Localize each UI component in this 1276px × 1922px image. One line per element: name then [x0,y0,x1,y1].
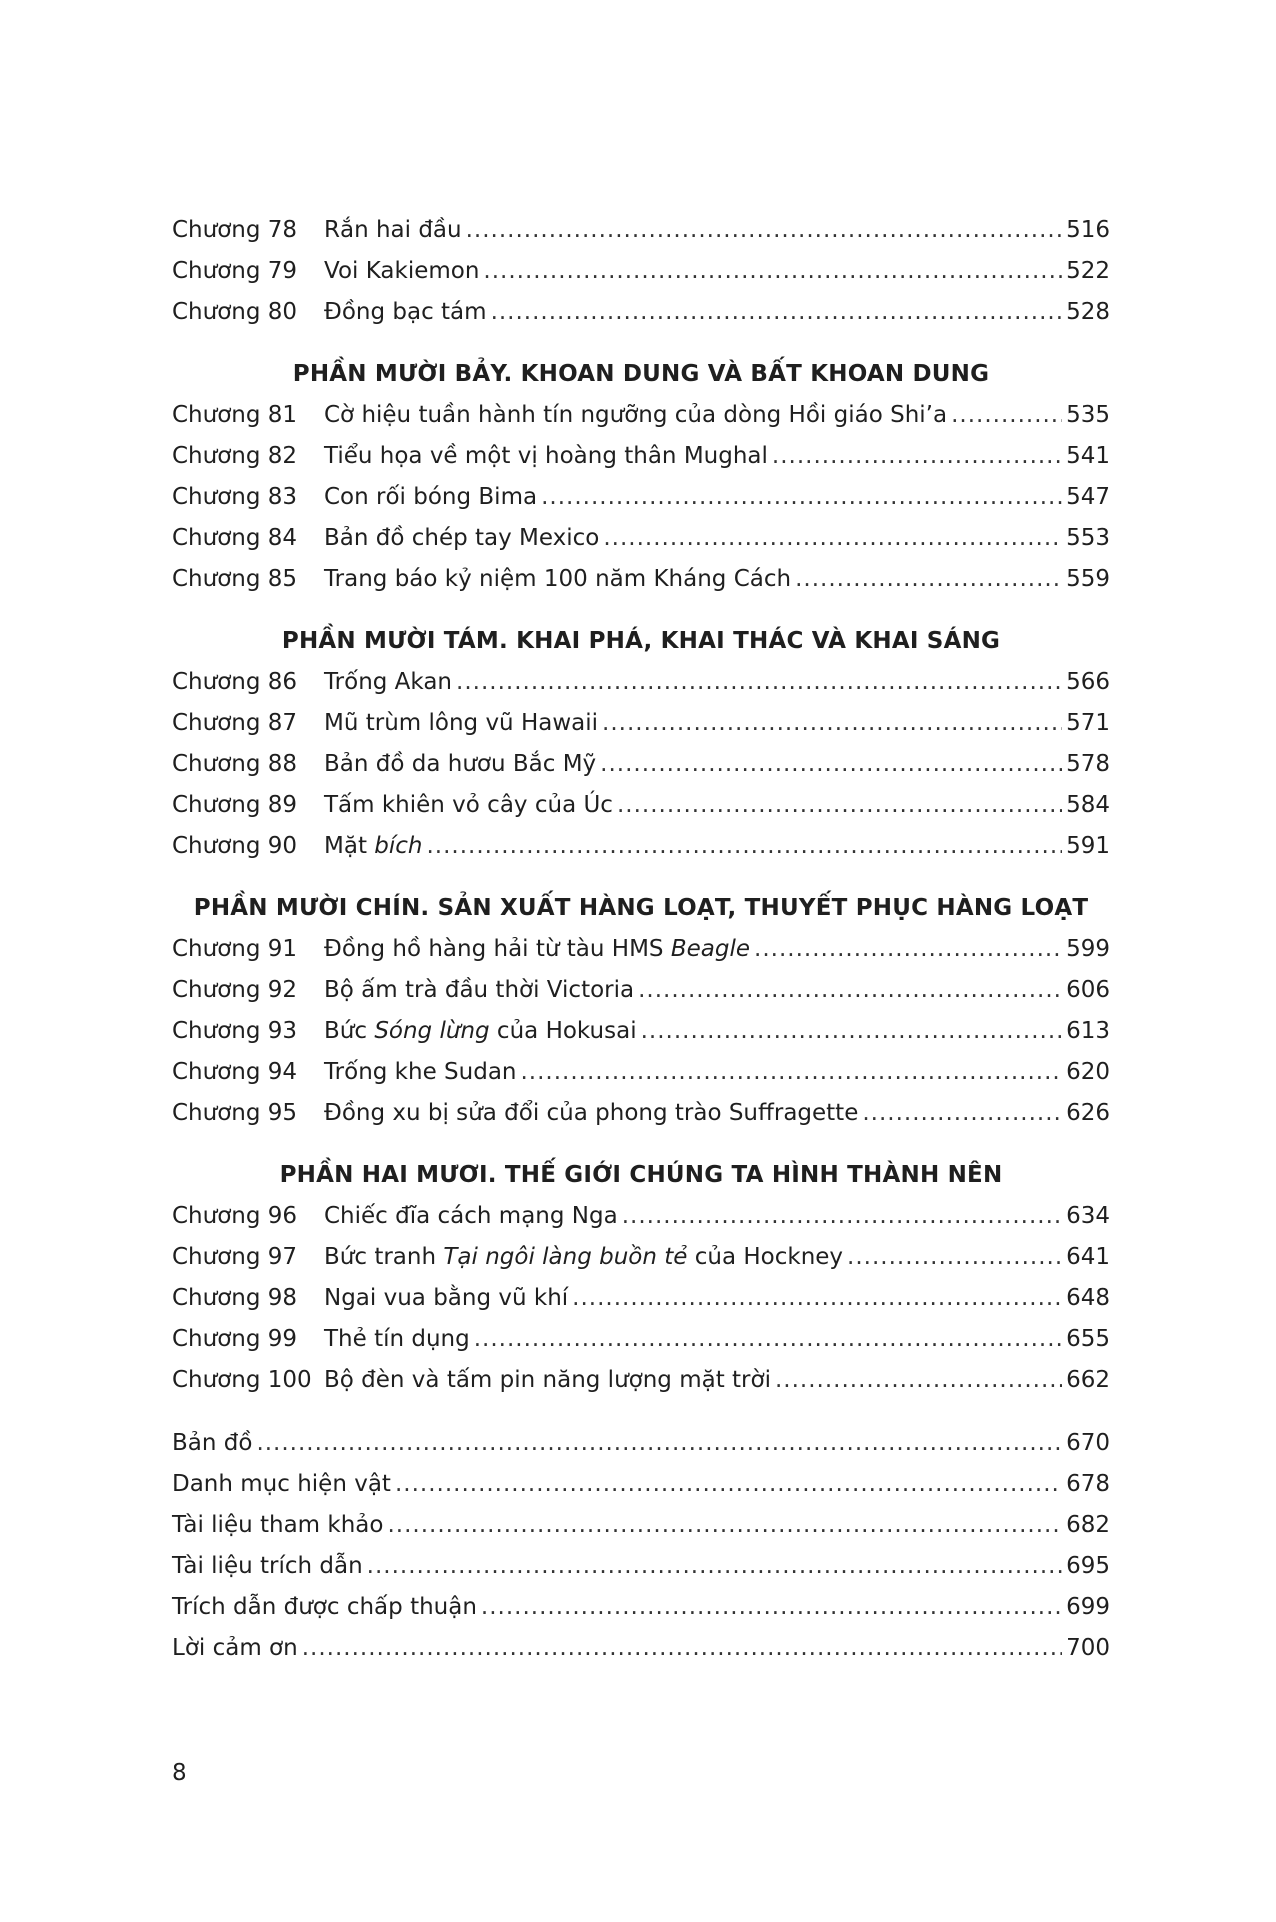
title-part: Bản đồ chép tay Mexico [324,525,600,551]
page-ref: 591 [1066,833,1110,859]
page-ref: 678 [1066,1471,1110,1497]
dot-leader [491,292,1063,333]
dot-leader [772,436,1062,477]
chapter-title [324,436,768,477]
page-ref: 695 [1066,1553,1110,1579]
toc-entry [172,1360,1110,1401]
toc-entry [172,929,1110,970]
toc-entry [172,251,1110,292]
chapter-number: Chương 90 [172,833,298,859]
page-ref: 522 [1066,258,1110,284]
page-ref: 584 [1066,792,1110,818]
dot-leader [847,1237,1062,1278]
title-part: Con rối bóng Bima [324,484,538,510]
chapter-title [324,662,452,703]
page-ref: 547 [1066,484,1110,510]
page-ref: 599 [1066,936,1110,962]
toc-entry [172,744,1110,785]
dot-leader [951,395,1062,436]
chapter-number: Chương 84 [172,525,298,551]
toc-entry [172,518,1110,559]
chapter-title [324,929,750,970]
toc-entry [172,395,1110,436]
dot-leader [572,1278,1062,1319]
chapter-title [324,1278,568,1319]
chapter-number: Chương 88 [172,751,298,777]
chapter-number: Chương 83 [172,484,298,510]
chapter-number: Chương 100 [172,1367,312,1393]
backmatter-title: Bản đồ [172,1430,253,1456]
toc-entry [172,662,1110,703]
chapter-number: Chương 82 [172,443,298,469]
page-ref: 700 [1066,1635,1110,1661]
title-part: Mũ trùm lông vũ Hawaii [324,710,599,736]
backmatter-entry [172,1587,1110,1628]
page-ref: 648 [1066,1285,1110,1311]
page-ref: 699 [1066,1594,1110,1620]
title-part: Bộ ấm trà đầu thời Victoria [324,977,635,1003]
title-part: Bức tranh [324,1244,444,1270]
toc-entry [172,292,1110,333]
chapter-number: Chương 87 [172,710,298,736]
chapter-number: Chương 79 [172,258,298,284]
dot-leader [603,518,1062,559]
dot-leader [481,1587,1062,1628]
toc-entry [172,1052,1110,1093]
backmatter-entry [172,1628,1110,1669]
chapter-title [324,559,791,600]
backmatter-entry [172,1546,1110,1587]
dot-leader [617,785,1062,826]
chapter-title [324,826,423,867]
page-ref: 655 [1066,1326,1110,1352]
dot-leader [795,559,1062,600]
page-ref: 553 [1066,525,1110,551]
backmatter-title: Trích dẫn được chấp thuận [172,1594,477,1620]
dot-leader [395,1464,1062,1505]
page-ref: 662 [1066,1367,1110,1393]
part-heading: PHẦN HAI MƯƠI. THẾ GIỚI CHÚNG TA HÌNH THÀNH NÊN [279,1162,1003,1188]
backmatter-entry [172,1423,1110,1464]
page-number: 8 [172,1760,187,1786]
toc-entry [172,436,1110,477]
chapter-number: Chương 92 [172,977,298,1003]
page-ref: 620 [1066,1059,1110,1085]
table-of-contents [172,210,1110,1669]
chapter-title [324,395,947,436]
dot-leader [367,1546,1062,1587]
dot-leader [427,826,1063,867]
chapter-title [324,744,596,785]
chapter-title [324,1319,470,1360]
page-ref: 641 [1066,1244,1110,1270]
dot-leader [456,662,1062,703]
toc-entry [172,785,1110,826]
chapter-title [324,1237,843,1278]
title-part: Voi Kakiemon [324,258,480,284]
title-part: Rắn hai đầu [324,217,462,243]
chapter-title [324,1196,618,1237]
dot-leader [862,1093,1062,1134]
italic-title-part: Sóng lừng [374,1018,490,1044]
backmatter-title: Tài liệu tham khảo [172,1512,384,1538]
page-ref: 670 [1066,1430,1110,1456]
chapter-number: Chương 80 [172,299,298,325]
chapter-title [324,292,487,333]
dot-leader [387,1505,1062,1546]
chapter-title [324,1011,637,1052]
chapter-number: Chương 78 [172,217,298,243]
italic-title-part: Tại ngôi làng buồn tẻ [443,1244,688,1270]
chapter-title [324,1093,858,1134]
title-part: Bản đồ da hươu Bắc Mỹ [324,751,597,777]
backmatter-title: Lời cảm ơn [172,1635,298,1661]
dot-leader [256,1423,1062,1464]
italic-title-part: bích [374,833,423,859]
page-ref: 541 [1066,443,1110,469]
title-part: Tiểu họa về một vị hoàng thân Mughal [324,443,768,469]
title-part: Ngai vua bằng vũ khí [324,1285,569,1311]
title-part: Đồng bạc tám [324,299,487,325]
chapter-title [324,970,634,1011]
toc-entry [172,210,1110,251]
toc-entry [172,1196,1110,1237]
page-ref: 571 [1066,710,1110,736]
page-ref: 578 [1066,751,1110,777]
part-heading: PHẦN MƯỜI CHÍN. SẢN XUẤT HÀNG LOẠT, THUYẾT PHỤC HÀNG LOẠT [193,895,1089,921]
chapter-title [324,210,462,251]
page-ref: 528 [1066,299,1110,325]
page-ref: 516 [1066,217,1110,243]
dot-leader [521,1052,1063,1093]
chapter-number: Chương 81 [172,402,298,428]
toc-entry [172,1319,1110,1360]
toc-entry [172,1011,1110,1052]
dot-leader [541,477,1062,518]
chapter-title [324,477,537,518]
toc-entry [172,477,1110,518]
dot-leader [466,210,1062,251]
title-part: Chiếc đĩa cách mạng Nga [324,1203,618,1229]
chapter-number: Chương 86 [172,669,298,695]
title-part: của Hokusai [489,1018,637,1044]
toc-entry [172,970,1110,1011]
chapter-number: Chương 99 [172,1326,298,1352]
toc-entry [172,1237,1110,1278]
toc-entry [172,826,1110,867]
page-ref: 682 [1066,1512,1110,1538]
page-ref: 634 [1066,1203,1110,1229]
page-ref: 613 [1066,1018,1110,1044]
title-part: Bức [324,1018,375,1044]
dot-leader [641,1011,1063,1052]
title-part: của Hockney [687,1244,844,1270]
page-ref: 566 [1066,669,1110,695]
italic-title-part: Beagle [670,936,751,962]
toc-entry [172,1278,1110,1319]
title-part: Trống khe Sudan [324,1059,517,1085]
title-part: Trang báo kỷ niệm 100 năm Kháng Cách [324,566,792,592]
toc-entry [172,1093,1110,1134]
title-part: Trống Akan [324,669,453,695]
chapter-number: Chương 97 [172,1244,298,1270]
page-ref: 626 [1066,1100,1110,1126]
dot-leader [474,1319,1062,1360]
chapter-number: Chương 96 [172,1203,298,1229]
chapter-number: Chương 95 [172,1100,298,1126]
chapter-title [324,785,613,826]
dot-leader [483,251,1062,292]
chapter-title [324,1360,771,1401]
title-part: Đồng hồ hàng hải từ tàu HMS [324,936,671,962]
dot-leader [302,1628,1062,1669]
toc-entry [172,703,1110,744]
title-part: Đồng xu bị sửa đổi của phong trào Suffragette [324,1100,859,1126]
chapter-number: Chương 91 [172,936,298,962]
backmatter-title: Tài liệu trích dẫn [172,1553,363,1579]
toc-entry [172,559,1110,600]
page-ref: 535 [1066,402,1110,428]
chapter-number: Chương 93 [172,1018,298,1044]
page-ref: 559 [1066,566,1110,592]
dot-leader [600,744,1062,785]
dot-leader [622,1196,1062,1237]
title-part: Thẻ tín dụng [324,1326,470,1352]
title-part: Cờ hiệu tuần hành tín ngưỡng của dòng Hồi giáo Shi’a [324,402,948,428]
page-ref: 606 [1066,977,1110,1003]
dot-leader [638,970,1062,1011]
backmatter-entry [172,1505,1110,1546]
chapter-number: Chương 98 [172,1285,298,1311]
part-heading: PHẦN MƯỜI BẢY. KHOAN DUNG VÀ BẤT KHOAN DUNG [292,361,990,387]
dot-leader [602,703,1062,744]
chapter-title [324,1052,517,1093]
title-part: Mặt [324,833,375,859]
backmatter-title: Danh mục hiện vật [172,1471,391,1497]
title-part: Tấm khiên vỏ cây của Úc [324,792,613,818]
chapter-number: Chương 89 [172,792,298,818]
backmatter-entry [172,1464,1110,1505]
chapter-number: Chương 85 [172,566,298,592]
part-heading: PHẦN MƯỜI TÁM. KHAI PHÁ, KHAI THÁC VÀ KHAI SÁNG [281,628,1001,654]
chapter-title [324,518,599,559]
chapter-title [324,251,479,292]
dot-leader [775,1360,1062,1401]
dot-leader [754,929,1062,970]
chapter-title [324,703,598,744]
title-part: Bộ đèn và tấm pin năng lượng mặt trời [324,1367,771,1393]
chapter-number: Chương 94 [172,1059,298,1085]
